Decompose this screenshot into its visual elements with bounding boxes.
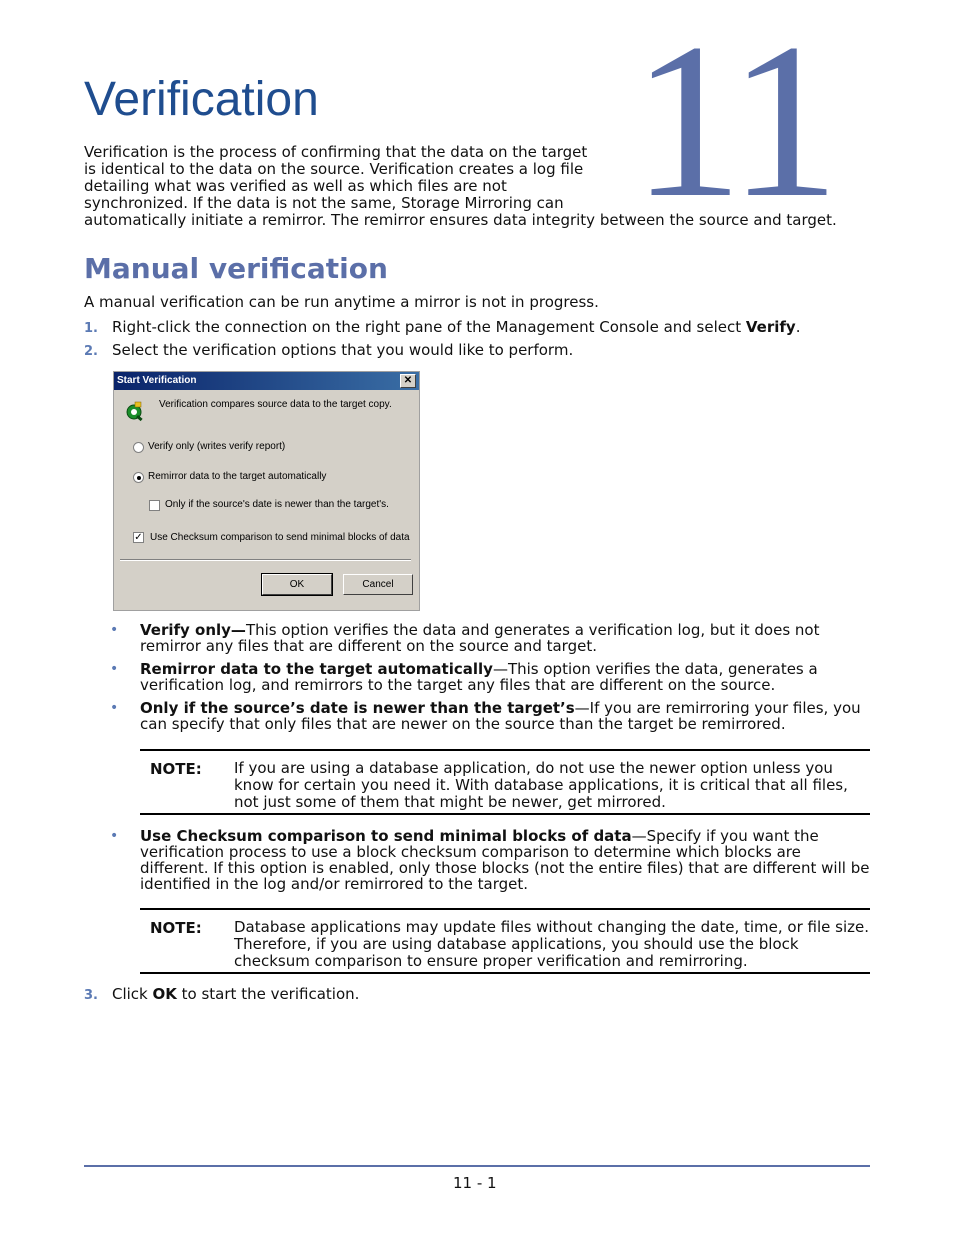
note-text: If you are using a database application, do not use the newer option unless you know for certain you need it. With database applications, it is critical that all files, not just some of them that might be newer, get mirrored.	[234, 759, 848, 811]
verify-only-label[interactable]: Verify only (writes verify report)	[148, 441, 286, 452]
intro-line: Verification is the process of confirming that the data on the target	[84, 143, 588, 161]
step-number: 3.	[84, 988, 98, 1003]
step-number: 1.	[84, 321, 98, 336]
step-text: Click	[112, 985, 153, 1003]
bullet-text: —This option verifies the data, generates a verification log, and remirrors to the target any files that are different on the source.	[140, 660, 818, 694]
cancel-button[interactable]: Cancel	[343, 574, 413, 595]
section-heading: Manual verification	[84, 252, 388, 285]
note-label: NOTE:	[150, 919, 202, 937]
page-title: Verification	[84, 73, 319, 126]
step-2	[84, 341, 573, 359]
note-box	[140, 908, 870, 974]
only-newer-checkbox[interactable]	[149, 500, 160, 511]
checksum-label[interactable]: Use Checksum comparison to send minimal blocks of data	[150, 532, 410, 543]
intro-line: synchronized. If the data is not the same, Storage Mirroring can	[84, 194, 564, 212]
step-text: to start the verification.	[176, 985, 360, 1003]
intro-line: automatically initiate a remirror. The remirror ensures data integrity between the source and target.	[84, 211, 837, 229]
intro-paragraph	[84, 144, 864, 229]
close-icon[interactable]: ✕	[400, 374, 416, 388]
dialog-titlebar	[114, 372, 419, 390]
note-box	[140, 749, 870, 815]
intro-line: is identical to the data on the source. Verification creates a log file	[84, 160, 584, 178]
step-1	[84, 318, 800, 336]
bullet-remirror	[140, 661, 870, 693]
intro-line: detailing what was verified as well as which files are not	[84, 177, 507, 195]
step-3	[84, 985, 359, 1003]
bullet-checksum	[140, 828, 870, 892]
bullet-text: This option verifies the data and generates a verification log, but it does not remirror any files that are different on the source and target.	[140, 621, 820, 655]
step-bold: OK	[152, 985, 177, 1003]
start-verification-dialog	[113, 371, 420, 611]
bullet-only-newer	[140, 700, 870, 732]
note-text: Database applications may update files without changing the date, time, or file size. Therefore, if you are using database applications, you should use the block checksum comparison to ensure proper verification and remirroring.	[234, 918, 870, 970]
bullet-term: Only if the source’s date is newer than the target’s	[140, 699, 575, 717]
step-text: .	[795, 318, 801, 336]
verify-only-radio[interactable]	[133, 442, 144, 453]
section-lead: A manual verification can be run anytime a mirror is not in progress.	[84, 293, 599, 311]
checksum-checkbox[interactable]: ✓	[134, 532, 143, 543]
page-number: 11 - 1	[453, 1174, 497, 1192]
step-text: Select the verification options that you would like to perform.	[112, 341, 574, 359]
dialog-message: Verification compares source data to the target copy.	[159, 399, 392, 410]
step-text: Right-click the connection on the right pane of the Management Console and select	[112, 318, 746, 336]
verification-icon	[124, 400, 146, 422]
ok-button[interactable]: OK	[262, 574, 332, 595]
bullet-term: Use Checksum comparison to send minimal blocks of data	[140, 827, 632, 845]
bullet-term: Remirror data to the target automatically	[140, 660, 493, 678]
dialog-separator	[120, 559, 411, 561]
step-bold: Verify	[745, 318, 796, 336]
dialog-title: Start Verification	[117, 375, 197, 386]
bullet-term: Verify only—	[140, 621, 246, 639]
bullet-verify-only	[140, 622, 870, 654]
footer-rule	[84, 1165, 870, 1167]
only-newer-label[interactable]: Only if the source's date is newer than the target's.	[165, 499, 389, 510]
bullet-text: —Specify if you want the verification process to use a block checksum comparison to determine which blocks are different. If this option is enabled, only those blocks (not the entire files) that are different will be identified in the log and/or remirrored to the target.	[140, 827, 870, 893]
step-number: 2.	[84, 344, 98, 359]
bullet-text: —If you are remirroring your files, you can specify that only files that are newer on the source than the target be remirrored.	[140, 699, 861, 733]
chapter-number: 11	[632, 0, 834, 244]
remirror-label[interactable]: Remirror data to the target automatically	[148, 471, 327, 482]
remirror-radio[interactable]	[133, 472, 144, 483]
note-label: NOTE:	[150, 760, 202, 778]
